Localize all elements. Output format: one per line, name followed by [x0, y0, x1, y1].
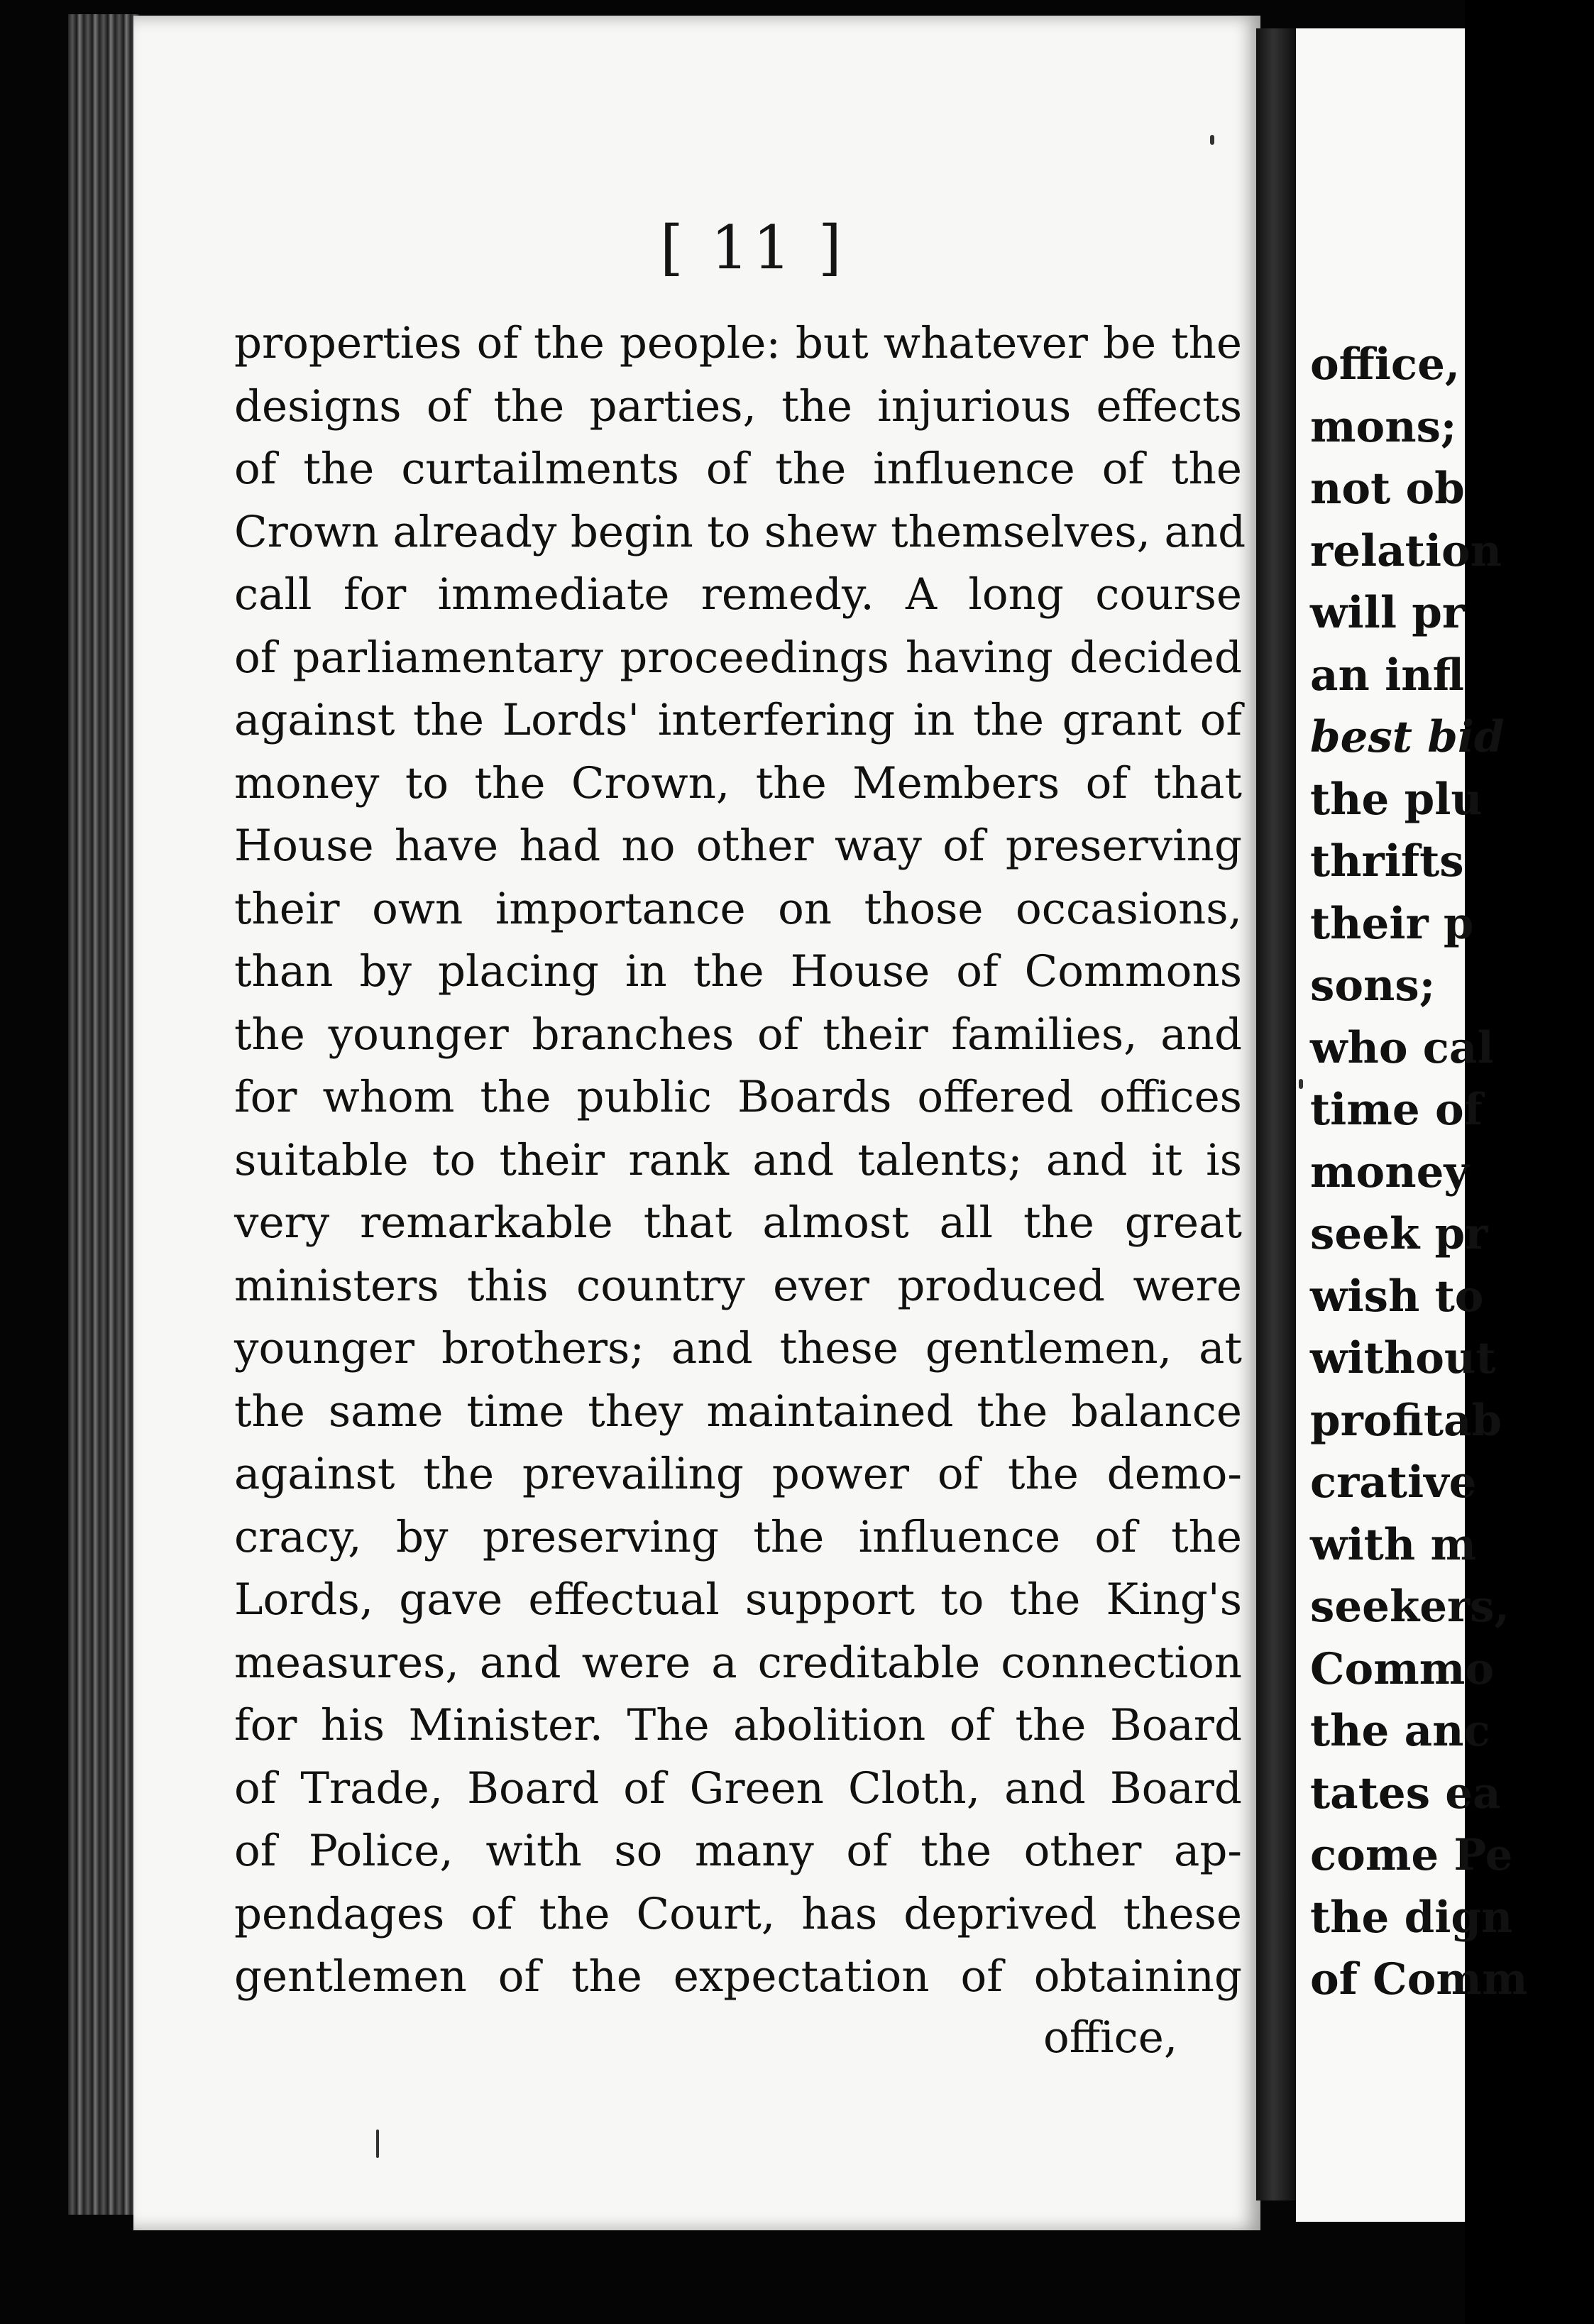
- facing-text-line: money: [1310, 1146, 1469, 1197]
- text-line: against the prevailing power of the demo-: [234, 1449, 1242, 1499]
- text-line: gentlemen of the expectation of obtaining: [234, 1951, 1242, 2002]
- facing-text-line: the plu: [1310, 774, 1483, 825]
- text-line: Crown already begin to shew themselves, and: [234, 506, 1246, 557]
- body-text: [234, 312, 1246, 2009]
- facing-text-line: sons;: [1310, 960, 1436, 1011]
- facing-text-line: time of: [1310, 1085, 1483, 1135]
- facing-text-line: their p: [1310, 898, 1474, 949]
- text-line: call for immediate remedy. A long course: [234, 569, 1242, 620]
- facing-text-line: Commo: [1310, 1643, 1495, 1694]
- text-line: against the Lords' interfering in the grant of: [234, 695, 1242, 745]
- text-line: of Trade, Board of Green Cloth, and Board: [234, 1763, 1242, 1814]
- facing-text-line: tates ea: [1310, 1767, 1501, 1819]
- facing-text-line: the dign: [1310, 1892, 1513, 1943]
- facing-text-line: relation: [1310, 525, 1502, 576]
- scan-speck: [1299, 1079, 1303, 1089]
- scan-speck: [1210, 135, 1214, 145]
- facing-page-text: [1310, 334, 1594, 2011]
- facing-text-line: the anc: [1310, 1706, 1490, 1756]
- facing-text-line: not ob: [1310, 464, 1465, 514]
- text-line: designs of the parties, the injurious effects: [234, 380, 1242, 432]
- scan-speck: [376, 2130, 379, 2158]
- text-line: the younger branches of their families, and: [234, 1009, 1242, 1060]
- text-line: Lords, gave effectual support to the King's: [234, 1574, 1242, 1625]
- facing-text-line: mons;: [1310, 401, 1457, 452]
- facing-text-line: office,: [1310, 339, 1461, 390]
- page-number-header: [ 11 ]: [660, 213, 846, 283]
- text-line: suitable to their rank and talents; and it is: [234, 1134, 1242, 1185]
- facing-text-line: best bid: [1310, 712, 1505, 762]
- text-line: the same time they maintained the balance: [234, 1386, 1242, 1437]
- facing-page: [1296, 28, 1528, 2222]
- text-line: pendages of the Court, has deprived these: [234, 1888, 1242, 1939]
- text-line: very remarkable that almost all the great: [234, 1197, 1242, 1248]
- text-line: for his Minister. The abolition of the Board: [234, 1700, 1242, 1750]
- text-line: House have had no other way of preserving: [234, 821, 1242, 871]
- text-line: ministers this country ever produced were: [234, 1260, 1242, 1311]
- facing-text-line: without: [1310, 1333, 1496, 1383]
- text-line: of Police, with so many of the other ap-: [234, 1826, 1242, 1876]
- facing-text-line: thrifts: [1310, 836, 1464, 887]
- facing-text-line: crative: [1310, 1457, 1477, 1508]
- facing-text-line: who cal: [1310, 1022, 1494, 1073]
- facing-text-line: an infl: [1310, 649, 1464, 701]
- page-edge-stack: [68, 14, 139, 2215]
- facing-text-line: with m: [1310, 1519, 1476, 1570]
- catchword: office,: [1043, 2012, 1178, 2063]
- text-line: their own importance on those occasions,: [234, 883, 1242, 934]
- facing-text-line: of Comm: [1310, 1954, 1528, 2005]
- text-line: properties of the people: but whatever be the: [234, 318, 1242, 368]
- book-gutter: [1256, 28, 1299, 2200]
- text-line: measures, and were a creditable connection: [234, 1637, 1242, 1688]
- text-line: cracy, by preserving the influence of the: [234, 1511, 1242, 1562]
- text-line: of parliamentary proceedings having decided: [234, 632, 1242, 683]
- facing-text-line: seek pr: [1310, 1209, 1488, 1259]
- text-line: than by placing in the House of Commons: [234, 946, 1242, 997]
- facing-text-line: wish to: [1310, 1271, 1484, 1322]
- text-line: of the curtailments of the influence of the: [234, 444, 1242, 494]
- text-line: for whom the public Boards offered offices: [234, 1072, 1242, 1122]
- facing-text-line: will pr: [1310, 588, 1466, 638]
- text-line: money to the Crown, the Members of that: [234, 757, 1242, 809]
- facing-text-line: seekers,: [1310, 1582, 1510, 1632]
- facing-text-line: profitab: [1310, 1395, 1502, 1446]
- facing-text-line: come Pe: [1310, 1830, 1513, 1880]
- text-line: younger brothers; and these gentlemen, at: [234, 1323, 1242, 1374]
